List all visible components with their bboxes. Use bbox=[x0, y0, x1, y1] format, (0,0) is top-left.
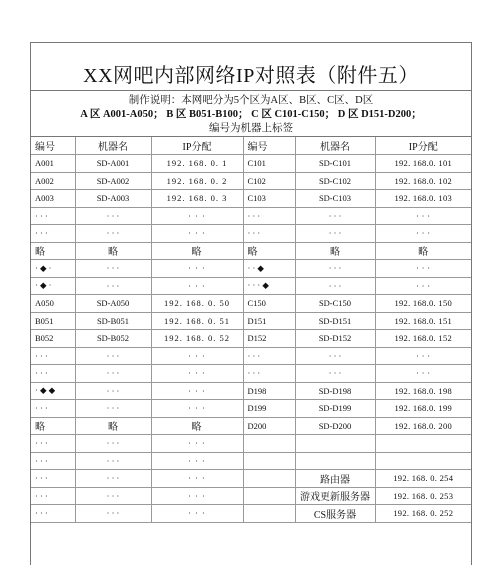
id-cell bbox=[243, 452, 295, 470]
ip-cell: 192. 168.0. 101 bbox=[375, 155, 471, 173]
id-cell: · · · bbox=[31, 347, 75, 365]
table-row bbox=[31, 435, 471, 453]
machine-name-cell: 游戏更新服务器 bbox=[295, 487, 375, 505]
ip-cell: · · · bbox=[151, 347, 243, 365]
machine-name-cell: · · · bbox=[75, 365, 151, 383]
id-cell: D200 bbox=[243, 417, 295, 435]
id-cell bbox=[243, 487, 295, 505]
id-cell: 略 bbox=[31, 242, 75, 260]
machine-name-cell: 路由器 bbox=[295, 470, 375, 488]
machine-name-cell: SD-B051 bbox=[75, 312, 151, 330]
table-row bbox=[31, 347, 471, 365]
table-row bbox=[31, 400, 471, 418]
machine-name-cell: SD-D152 bbox=[295, 330, 375, 348]
ip-table-sheet bbox=[30, 42, 472, 565]
note-line-1: 制作说明：本网吧分为5个区为A区、B区、C区、D区 bbox=[128, 95, 374, 106]
id-cell bbox=[243, 470, 295, 488]
machine-name-cell: SD-A050 bbox=[75, 295, 151, 313]
ip-cell: 192. 168.0. 199 bbox=[375, 400, 471, 418]
machine-name-cell: SD-D199 bbox=[295, 400, 375, 418]
ip-cell: · · · bbox=[375, 207, 471, 225]
machine-name-cell: SD-C150 bbox=[295, 295, 375, 313]
id-cell bbox=[243, 435, 295, 453]
ip-cell: · · · bbox=[375, 260, 471, 278]
ip-cell: 192. 168.0. 152 bbox=[375, 330, 471, 348]
id-cell bbox=[243, 505, 295, 523]
ip-cell: · · · bbox=[151, 207, 243, 225]
machine-name-cell: · · · bbox=[75, 435, 151, 453]
machine-name-cell: · · · bbox=[295, 260, 375, 278]
machine-name-cell: SD-C101 bbox=[295, 155, 375, 173]
machine-name-cell: · · · bbox=[75, 452, 151, 470]
machine-name-cell: · · · bbox=[75, 505, 151, 523]
table-row bbox=[31, 312, 471, 330]
ip-cell: · · · bbox=[151, 382, 243, 400]
table-row bbox=[31, 470, 471, 488]
column-header: IP分配 bbox=[375, 137, 471, 155]
ip-cell: 192. 168.0. 102 bbox=[375, 172, 471, 190]
machine-name-cell: · · · bbox=[295, 207, 375, 225]
column-header: 机器名 bbox=[295, 137, 375, 155]
table-row bbox=[31, 505, 471, 523]
table-row bbox=[31, 172, 471, 190]
id-cell: C150 bbox=[243, 295, 295, 313]
machine-name-cell bbox=[295, 435, 375, 453]
id-cell: A050 bbox=[31, 295, 75, 313]
ip-cell bbox=[375, 452, 471, 470]
machine-name-cell: · · · bbox=[295, 277, 375, 295]
table-row bbox=[31, 190, 471, 208]
machine-name-cell: · · · bbox=[75, 347, 151, 365]
table-row bbox=[31, 452, 471, 470]
id-cell: · · · ◆ bbox=[243, 277, 295, 295]
ip-cell: 192. 168.0. 151 bbox=[375, 312, 471, 330]
table-header-row bbox=[31, 137, 471, 155]
machine-name-cell: SD-B052 bbox=[75, 330, 151, 348]
machine-name-cell: · · · bbox=[75, 487, 151, 505]
ip-cell: · · · bbox=[151, 487, 243, 505]
ip-cell: · · · bbox=[151, 505, 243, 523]
id-cell: 略 bbox=[31, 417, 75, 435]
id-cell: · · · bbox=[31, 207, 75, 225]
machine-name-cell: · · · bbox=[295, 347, 375, 365]
ip-cell: 192. 168.0. 150 bbox=[375, 295, 471, 313]
id-cell: · · · bbox=[31, 225, 75, 243]
id-cell: · · · bbox=[243, 347, 295, 365]
id-cell: B051 bbox=[31, 312, 75, 330]
ip-cell: 192. 168.0. 200 bbox=[375, 417, 471, 435]
machine-name-cell: · · · bbox=[75, 382, 151, 400]
ip-cell: 192. 168. 0. 1 bbox=[151, 155, 243, 173]
table-row bbox=[31, 487, 471, 505]
id-cell: · · · bbox=[243, 225, 295, 243]
machine-name-cell: SD-A003 bbox=[75, 190, 151, 208]
document-title-row bbox=[31, 43, 471, 91]
table-row bbox=[31, 277, 471, 295]
ip-cell: 略 bbox=[151, 417, 243, 435]
ip-cell: · · · bbox=[375, 347, 471, 365]
id-cell: C102 bbox=[243, 172, 295, 190]
machine-name-cell: SD-C102 bbox=[295, 172, 375, 190]
ip-cell: 192. 168. 0. 254 bbox=[375, 470, 471, 488]
ip-cell: 192. 168.0. 103 bbox=[375, 190, 471, 208]
table-row bbox=[31, 330, 471, 348]
machine-name-cell: 略 bbox=[75, 417, 151, 435]
machine-name-cell: SD-A001 bbox=[75, 155, 151, 173]
document-title: XX网吧内部网络IP对照表（附件五） bbox=[83, 65, 419, 87]
ip-cell: · · · bbox=[151, 470, 243, 488]
id-cell: A001 bbox=[31, 155, 75, 173]
id-cell: C101 bbox=[243, 155, 295, 173]
ip-cell: · · · bbox=[375, 365, 471, 383]
machine-name-cell: SD-D200 bbox=[295, 417, 375, 435]
id-cell: · ◆ · bbox=[31, 277, 75, 295]
machine-name-cell: SD-A002 bbox=[75, 172, 151, 190]
ip-cell: 略 bbox=[375, 242, 471, 260]
ip-cell: 192. 168. 0. 253 bbox=[375, 487, 471, 505]
machine-name-cell: 略 bbox=[75, 242, 151, 260]
note-line-3: 编号为机器上标签 bbox=[209, 123, 293, 134]
ip-cell: 192. 168. 0. 3 bbox=[151, 190, 243, 208]
ip-cell: 192. 168. 0. 2 bbox=[151, 172, 243, 190]
id-cell: · · · bbox=[243, 365, 295, 383]
ip-cell: · · · bbox=[151, 435, 243, 453]
ip-table bbox=[31, 137, 471, 523]
id-cell: · · · bbox=[31, 365, 75, 383]
ip-cell: · · · bbox=[151, 400, 243, 418]
id-cell: · · · bbox=[31, 505, 75, 523]
machine-name-cell: SD-C103 bbox=[295, 190, 375, 208]
id-cell: C103 bbox=[243, 190, 295, 208]
column-header: 机器名 bbox=[75, 137, 151, 155]
id-cell: · · · bbox=[243, 207, 295, 225]
column-header: 编号 bbox=[31, 137, 75, 155]
machine-name-cell: · · · bbox=[75, 400, 151, 418]
id-cell: · · · bbox=[31, 470, 75, 488]
ip-cell: 略 bbox=[151, 242, 243, 260]
ip-cell: · · · bbox=[375, 277, 471, 295]
table-row bbox=[31, 260, 471, 278]
ip-cell: · · · bbox=[151, 260, 243, 278]
ip-cell: 192. 168. 0. 252 bbox=[375, 505, 471, 523]
machine-name-cell: 略 bbox=[295, 242, 375, 260]
machine-name-cell: · · · bbox=[75, 207, 151, 225]
table-row bbox=[31, 417, 471, 435]
table-row bbox=[31, 295, 471, 313]
id-cell: A003 bbox=[31, 190, 75, 208]
id-cell: B052 bbox=[31, 330, 75, 348]
id-cell: · · · bbox=[31, 452, 75, 470]
machine-name-cell bbox=[295, 452, 375, 470]
table-row bbox=[31, 382, 471, 400]
machine-name-cell: · · · bbox=[295, 365, 375, 383]
id-cell: D198 bbox=[243, 382, 295, 400]
id-cell: D199 bbox=[243, 400, 295, 418]
id-cell: D152 bbox=[243, 330, 295, 348]
id-cell: D151 bbox=[243, 312, 295, 330]
machine-name-cell: · · · bbox=[75, 277, 151, 295]
ip-cell bbox=[375, 435, 471, 453]
ip-cell: · · · bbox=[375, 225, 471, 243]
table-row bbox=[31, 207, 471, 225]
column-header: IP分配 bbox=[151, 137, 243, 155]
machine-name-cell: · · · bbox=[75, 225, 151, 243]
table-row bbox=[31, 365, 471, 383]
table-row bbox=[31, 242, 471, 260]
table-row bbox=[31, 155, 471, 173]
id-cell: · · · bbox=[31, 400, 75, 418]
ip-cell: · · · bbox=[151, 225, 243, 243]
machine-name-cell: CS服务器 bbox=[295, 505, 375, 523]
ip-cell: · · · bbox=[151, 365, 243, 383]
ip-cell: 192. 168. 0. 51 bbox=[151, 312, 243, 330]
machine-name-cell: SD-D151 bbox=[295, 312, 375, 330]
id-cell: · · · bbox=[31, 487, 75, 505]
note-line-zones: A 区 A001-A050； B 区 B051-B100； C 区 C101-C150； D 区 D151-D200； bbox=[80, 109, 422, 120]
id-cell: · ◆ ◆ bbox=[31, 382, 75, 400]
machine-name-cell: · · · bbox=[75, 260, 151, 278]
ip-cell: 192. 168. 0. 50 bbox=[151, 295, 243, 313]
id-cell: 略 bbox=[243, 242, 295, 260]
ip-cell: 192. 168.0. 198 bbox=[375, 382, 471, 400]
id-cell: · · · bbox=[31, 435, 75, 453]
column-header: 编号 bbox=[243, 137, 295, 155]
machine-name-cell: SD-D198 bbox=[295, 382, 375, 400]
id-cell: A002 bbox=[31, 172, 75, 190]
ip-cell: · · · bbox=[151, 277, 243, 295]
ip-cell: · · · bbox=[151, 452, 243, 470]
ip-cell: 192. 168. 0. 52 bbox=[151, 330, 243, 348]
id-cell: · ◆ · bbox=[31, 260, 75, 278]
production-note bbox=[31, 91, 471, 137]
machine-name-cell: · · · bbox=[75, 470, 151, 488]
id-cell: · · ◆ bbox=[243, 260, 295, 278]
machine-name-cell: · · · bbox=[295, 225, 375, 243]
table-row bbox=[31, 225, 471, 243]
ip-table-body bbox=[31, 137, 471, 522]
